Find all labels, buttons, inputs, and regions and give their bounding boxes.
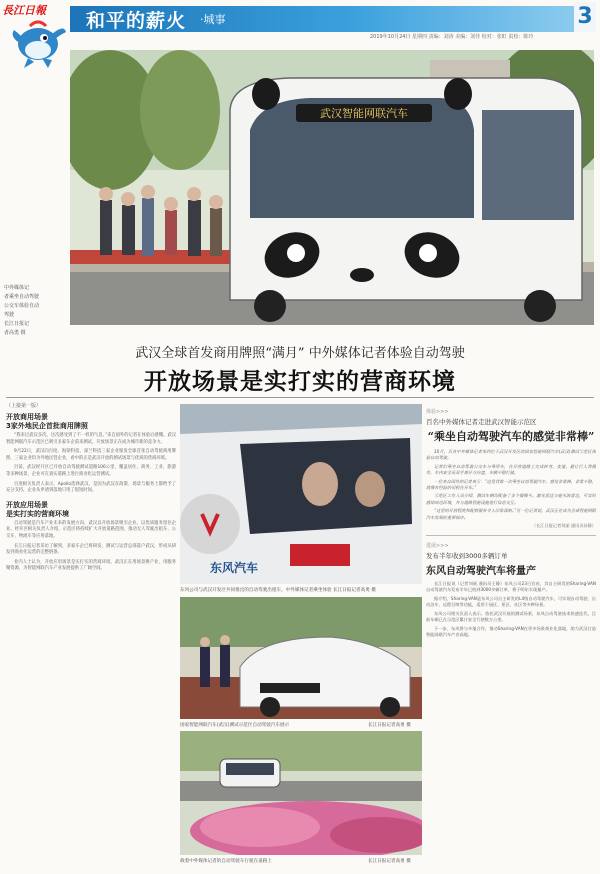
section-subhead: 开放商用场景 3家外地民企首批商用牌照 [6, 413, 88, 430]
main-photo-caption: 中外媒体记 者乘坐自动驾驶 公交车体验自动 驾驶 长江日报记 者高勇 摄 [4, 285, 40, 336]
section-subtitle: ·城事 [200, 13, 226, 26]
sidebar-title: “乘坐自动驾驶汽车的感觉非常棒” [427, 430, 595, 443]
body-paragraph: 长江日报记者采访了解到，多家车企已将研发、测试与运营总部落户武汉，形成从研发到商业化运营的完整链条。 [6, 543, 176, 556]
left-column [6, 402, 176, 872]
photo-cars-display [180, 597, 422, 719]
photo-caption: 东风公司与武汉开发区共同推出的自动驾驶出租车，中外媒体记者乘坐体验 长江日报记者高勇 摄 [180, 588, 376, 593]
photo-credit: 长江日报记者高勇 摄 [368, 859, 411, 864]
page-header [0, 0, 600, 46]
byline: （长江日报记者刘丽 通讯员孙静） [531, 523, 596, 529]
section-title: 和平的薪火 [86, 10, 187, 32]
photo-bus-flowers [180, 731, 422, 855]
body-paragraph: 一位来自国外的记者表示：“这是我第一次乘坐自动驾驶汽车，感觉非常棒，非常平稳，就像有经验的司机在开车。” [426, 478, 596, 491]
mascot-dolphin-icon [8, 14, 70, 70]
body-paragraph: “这里的开放程度和配套服务令人印象深刻。”另一位记者说，武汉正在成为全球智能网联汽车发展的重要城市。 [426, 508, 596, 520]
section-subhead: 开放应用场景 是实打实的营商环境 [6, 500, 69, 518]
body-paragraph: 长江日报讯（记者刘丽 通讯员王静）东风公司23日宣布，其自主研发的Sharing-VAN自动驾驶汽车发布半年已收到3000多辆订单，将于明年实现量产。 [426, 581, 596, 593]
body-paragraph: 据介绍，Sharing-VAN是东风公司自主研发的L4级自动驾驶汽车，可实现自动驾驶、自动泊车、远程召唤等功能，适用于园区、景区、社区等多种场景。 [426, 595, 596, 608]
body-paragraph: 目前，武汉经开区已开放自动驾驶测试道路106公里，覆盖居住、商务、工业、旅游等多种场景，企业可在真实道路上进行商业化运营测试。 [6, 465, 176, 477]
divider [6, 397, 594, 398]
body-paragraph: 示范区工作人员介绍，测试车辆均配备了多个摄像头、激光雷达与毫米波雷达，可实时感知周边环境，并与道路智能设施进行信息交互。 [426, 493, 596, 505]
masthead: 長江日報 [2, 4, 46, 17]
photo-caption: 国家智能网联汽车(武汉)测试示范区自动驾驶汽车展示 [180, 723, 290, 728]
article-headline: 开放场景是实打实的营商环境 [144, 368, 456, 395]
body-paragraph: 自动驾驶是汽车产业未来的发展方向，武汉以开放场景吸引企业，以优质服务留住企业。经开区相关负责人介绍，示范区将持续扩大开放道路范围，推动无人驾驶出租车、公交车、物流车等应用落地。 [6, 520, 176, 539]
divider [426, 535, 596, 536]
dateline: 2019年10月24日 星期四 责编：刘涛 美编：刘佳 校对：张虹 责校：陈玲 [370, 34, 534, 40]
photo-taxi-interior [180, 404, 422, 584]
body-paragraph: 10月，百名中外媒体记者来到位于武汉开发区的国家智能网联汽车(武汉)测试示范区体验自动驾驶。 [426, 449, 596, 461]
main-photo-panda-bus [70, 50, 594, 325]
continued-from: （上接第一版） [6, 403, 42, 409]
bus-destination-sign: 武汉智能网联汽车 [320, 107, 408, 120]
body-paragraph: 下一步，东风将与多地合作，推动Sharing-VAN在更多场景商业化落地，助力武汉打造智能网联汽车产业高地。 [426, 625, 596, 637]
bus-illustration [70, 50, 594, 325]
page-number: 3 [574, 2, 596, 32]
dongfeng-brand-text: 东风汽车 [210, 561, 259, 575]
sidebar-title: 东风自动驾驶汽车将量产 [426, 566, 536, 578]
sidebar-kicker: 进展>>> [426, 543, 449, 550]
body-paragraph: 记者们乘坐自动驾驶公交车与乘用车，在开放道路上完成转弯、变道、避让行人等操作，车内安全员双手离开方向盘，车辆平稳行驶。 [426, 463, 596, 476]
photo-credit: 长江日报记者高勇 摄 [368, 723, 411, 728]
sidebar-kicker: 体验>>> [426, 409, 449, 415]
photo-caption: 载着中外媒体记者的自动驾驶车行驶在道路上 [180, 859, 272, 864]
sidebar-subtitle: 百名中外媒体记者走进武汉智能示范区 [426, 418, 537, 426]
article-kicker: 武汉全球首发商用牌照“满月” 中外媒体记者体验自动驾驶 [135, 346, 465, 361]
body-paragraph: 9月22日，武汉向百度、海梁科技、深兰科技三家企业颁发全球首张自动驾驶商用牌照，三家企业均为外地民营企业，看中的正是武汉开放的测试场景与优质的营商环境。 [6, 449, 176, 461]
body-paragraph: 东风公司相关负责人表示，依托武汉开放的测试场景，东风自动驾驶技术快速迭代，目前车辆已在示范区累计安全行驶数万公里。 [426, 610, 596, 623]
right-column [426, 402, 596, 872]
body-paragraph: 业内人士认为，开放应用场景是实打实的营商环境，武汉正在用场景换产业，用服务聚资源，为智能网联汽车产业发展提供了广阔空间。 [6, 559, 176, 572]
sidebar-subtitle: 发布半年收到3000多辆订单 [426, 552, 508, 561]
body-paragraph: 百度相关负责人表示，Apollo选择武汉，是因为武汉在政策、场景与服务上都给予了充分支持，企业从申请到落地只用了很短时间。 [6, 481, 176, 494]
body-paragraph: “我来过武汉多次，这次感受到了不一样的气息。”来自国外的记者在体验后感慨。武汉智能网联汽车示范区已吸引多家车企前来测试，开放场景正在成为城市新的竞争力。 [6, 433, 176, 445]
